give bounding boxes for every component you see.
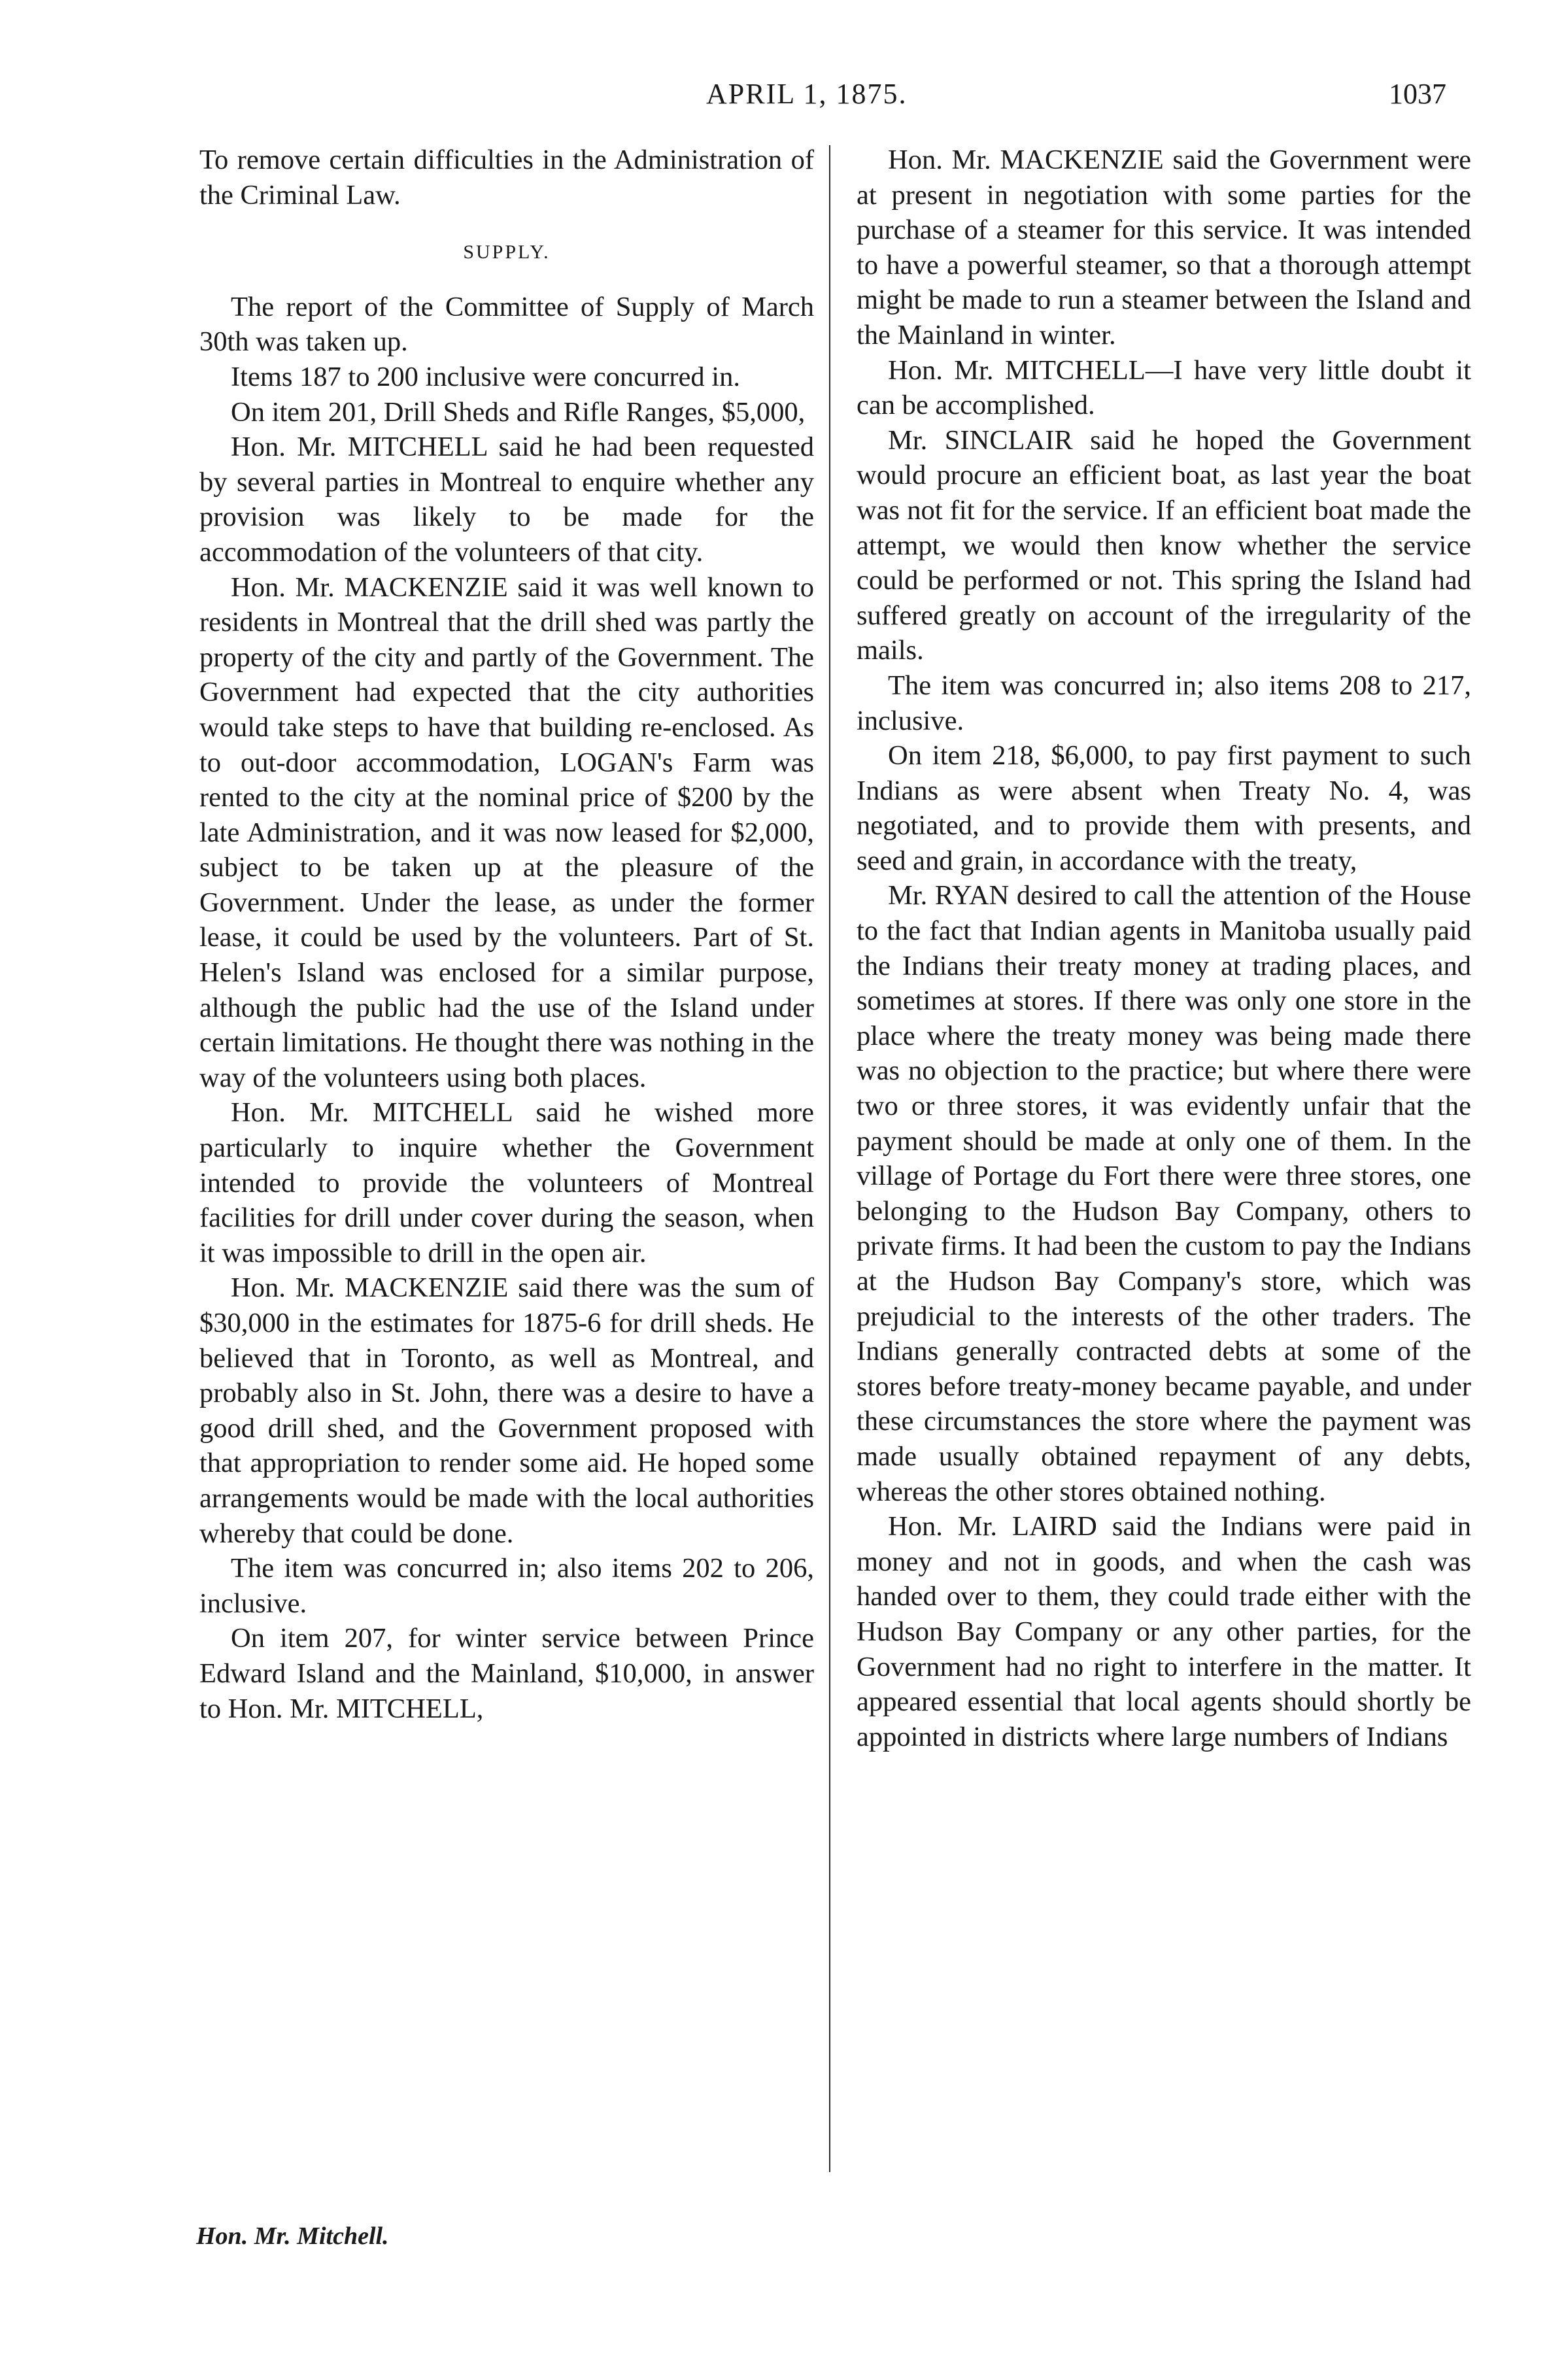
paragraph: The item was concurred in; also items 202 to 206, inclusive. [199,1553,814,1619]
header-date: APRIL 1, 1875. [706,78,908,110]
paragraph: Hon. Mr. MITCHELL—I have very little doubt it can be accomplished. [857,354,1471,421]
left-column [199,143,814,1726]
paragraph: Mr. SINCLAIR said he hoped the Government would procure an efficient boat, as last year the boat was not fit for the service. If an efficient boat made the attempt, we would then know whether the service could be performed or not. This spring the Island had suffered greatly on account of the irregularity of the mails. [857,424,1471,666]
paragraph: Hon. Mr. MACKENZIE said it was well known to residents in Montreal that the drill shed was partly the property of the city and partly of the Government. The Government had expected that the city authorities would take steps to have that building re-enclosed. As to out-door accommodation, LOGAN's Farm was rented to the city at the nominal price of $200 by the late Administration, and it was now leased for $2,000, subject to be taken up at the pleasure of the Government. Under the lease, as under the former lease, it could be used by the volunteers. Part of St. Helen's Island was enclosed for a similar purpose, although the public had the use of the Island under certain limitations. He thought there was nothing in the way of the volunteers using both places. [199,571,814,1093]
page-header [196,77,1452,116]
paragraph: Hon. Mr. LAIRD said the Indians were paid in money and not in goods, and when the cash was handed over to them, they could trade either with the Hudson Bay Company or any other parties, for the Government had no right to interfere in the matter. It appeared essential that local agents should shortly be appointed in districts where large numbers of Indians [857,1511,1471,1752]
right-column [857,143,1471,1754]
paragraph: On item 218, $6,000, to pay first payment to such Indians as were absent when Treaty No. 4, was negotiated, and to provide them with presents, and seed and grain, in accordance with the treaty, [857,740,1471,876]
paragraph: On item 201, Drill Sheds and Rifle Ranges, $5,000, [231,396,806,428]
paragraph: Hon. Mr. MITCHELL said he wished more particularly to inquire whether the Government intended to provide the volunteers of Montreal facilities for drill under cover during the season, when it was impossible to drill in the open air. [199,1097,814,1268]
marginal-note: Hon. Mr. Mitchell. [196,2222,389,2250]
paragraph: The item was concurred in; also items 208 to 217, inclusive. [857,670,1471,736]
paragraph: Items 187 to 200 inclusive were concurred in. [231,361,740,392]
section-heading-supply: SUPPLY. [463,241,551,264]
paragraph: Mr. RYAN desired to call the attention of the House to the fact that Indian agents in Manitoba usually paid the Indians their treaty money at trading places, and sometimes at stores. If there was only one store in the place where the treaty money was being made there was no objection to the practice; but where there were two or three stores, it was evidently unfair that the payment should be made at only one of them. In the village of Portage du Fort there were three stores, one belonging to the Hudson Bay Company, others to private firms. It had been the custom to pay the Indians at the Hudson Bay Company's store, which was prejudicial to the interests of the other traders. The Indians generally contracted debts at some of the stores before treaty-money became payable, and under these circumstances the store where the payment was made usually obtained repayment of any debts, whereas the other stores obtained nothing. [857,880,1471,1507]
page-number: 1037 [1389,78,1446,110]
paragraph: Hon. Mr. MACKENZIE said there was the sum of $30,000 in the estimates for 1875-6 for drill sheds. He believed that in Toronto, as well as Montreal, and probably also in St. John, there was a desire to have a good drill shed, and the Government proposed with that appropriation to render some aid. He hoped some arrangements would be made with the local authorities whereby that could be done. [199,1272,814,1549]
paragraph: Hon. Mr. MITCHELL said he had been requested by several parties in Montreal to enquire whether any provision was likely to be made for the accommodation of the volunteers of that city. [199,432,814,568]
paragraph: The report of the Committee of Supply of March 30th was taken up. [199,291,814,358]
paragraph: Hon. Mr. MACKENZIE said the Government were at present in negotiation with some parties for the purchase of a steamer for this service. It was intended to have a powerful steamer, so that a thorough attempt might be made to run a steamer between the Island and the Mainland in winter. [857,144,1471,350]
paragraph: On item 207, for winter service between Prince Edward Island and the Mainland, $10,000, in answer to Hon. Mr. MITCHELL, [199,1623,814,1724]
column-divider [829,145,830,2172]
paragraph: To remove certain difficulties in the Administration of the Criminal Law. [199,144,814,211]
